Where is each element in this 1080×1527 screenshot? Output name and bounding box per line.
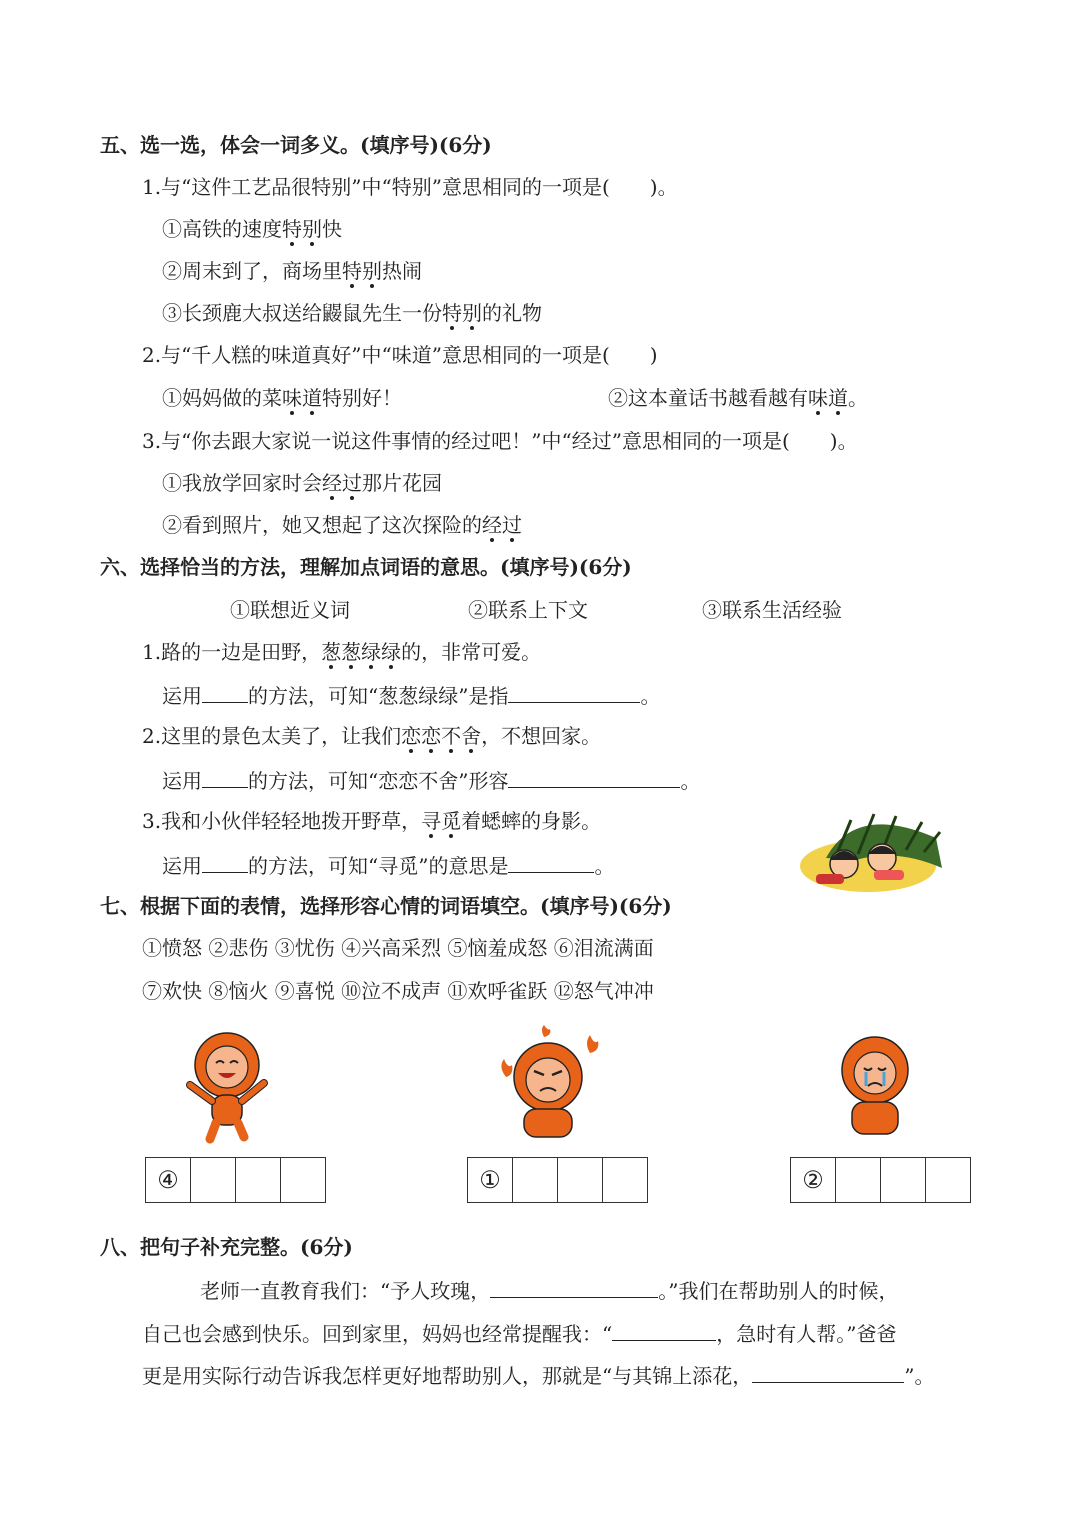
answer-cell[interactable] [925,1157,971,1203]
s5-question-3: 3.与“你去跟大家说一说这件事情的经过吧！”中“经过”意思相同的一项是( )。 [142,429,858,453]
dotted-word [421,809,461,833]
text: 1.路的一边是田野， [142,640,322,664]
text: 。”我们在帮助别人的时候， [658,1279,899,1303]
dotted-char: 道 [302,386,322,410]
s6-question-3 [142,807,601,835]
s6-answer-3 [162,850,614,880]
section-7-title: 七、根据下面的表情，选择形容心情的词语填空。(填序号)(6分) [100,894,672,918]
dotted-char: 经 [322,471,342,495]
fill-blank-1[interactable] [490,1275,658,1298]
text: 2.这里的景色太美了，让我们 [142,724,402,748]
s8-paragraph-line-1 [200,1275,898,1305]
s8-paragraph-line-2 [142,1318,896,1348]
answer-cell-filled: ④ [145,1157,190,1203]
dotted-char: 绿 [361,640,382,664]
angry-lion-icon [488,1025,608,1140]
dotted-char: 葱 [341,640,362,664]
dotted-word [321,640,401,664]
text: 。 [680,769,701,793]
text: 热闹 [382,259,422,283]
section-8-title: 八、把句子补充完整。(6分) [100,1235,353,1259]
dotted-word [342,259,382,283]
dotted-char: 绿 [381,640,402,664]
text: 。 [594,854,615,878]
text: 老师一直教育我们：“予人玫瑰， [200,1279,491,1303]
s8-paragraph-line-3 [142,1360,934,1390]
text: ①妈妈做的菜 [162,386,282,410]
crying-lion-icon [830,1030,920,1138]
dotted-char: 舍 [461,724,482,748]
answer-cell-filled: ① [467,1157,512,1203]
answer-cell-filled: ② [790,1157,835,1203]
dotted-word [282,386,322,410]
text: 。 [848,386,868,410]
dotted-char: 不 [441,724,462,748]
s7-word-list-row-2: ⑦欢快 ⑧恼火 ⑨喜悦 ⑩泣不成声 ⑪欢呼雀跃 ⑫怒气冲冲 [142,979,654,1003]
text: 特别好！ [322,386,402,410]
text: 自己也会感到快乐。回到家里，妈妈也经常提醒我：“ [142,1322,613,1346]
dotted-char: 过 [502,513,522,537]
s6-question-2 [142,722,601,750]
answer-cell[interactable] [557,1157,602,1203]
s6-method-1: ①联想近义词 [230,598,350,622]
dotted-word [482,513,522,537]
s5-q3-option-2 [162,511,522,539]
dotted-word [442,301,482,325]
dotted-char: 别 [302,217,322,241]
text: 更是用实际行动告诉我怎样更好地帮助别人，那就是“与其锦上添花， [142,1364,753,1388]
fill-blank-3[interactable] [752,1360,904,1383]
method-blank[interactable] [202,680,248,703]
answer-box-happy [145,1157,326,1203]
dotted-char: 特 [342,259,362,283]
text: ②周末到了，商场里 [162,259,342,283]
text: 的方法，可知“寻觅”的意思是 [248,854,509,878]
answer-cell[interactable] [512,1157,557,1203]
s5-q1-option-2 [162,257,422,285]
text: ③长颈鹿大叔送给鼹鼠先生一份 [162,301,442,325]
text: 着蟋蟀的身影。 [461,809,602,833]
text: 快 [322,217,342,241]
text: ，不想回家。 [481,724,602,748]
section-6-title: 六、选择恰当的方法，理解加点词语的意思。(填序号)(6分) [100,555,632,579]
dotted-char: 寻 [421,809,442,833]
dotted-word [808,386,848,410]
meaning-blank[interactable] [508,680,640,703]
text: ①我放学回家时会 [162,471,322,495]
answer-cell[interactable] [235,1157,280,1203]
text: 的方法，可知“葱葱绿绿”是指 [248,684,509,708]
s5-q2-option-1 [162,384,402,412]
dotted-char: 恋 [421,724,442,748]
dotted-word [282,217,322,241]
answer-cell[interactable] [280,1157,326,1203]
s6-method-3: ③联系生活经验 [702,598,842,622]
answer-cell[interactable] [602,1157,648,1203]
text: 的，非常可爱。 [401,640,542,664]
answer-box-angry [467,1157,648,1203]
s5-question-1: 1.与“这件工艺品很特别”中“特别”意思相同的一项是( )。 [142,175,678,199]
answer-box-crying [790,1157,971,1203]
text: ”。 [904,1364,935,1388]
dotted-word [322,471,362,495]
dotted-char: 经 [482,513,502,537]
happy-lion-icon [180,1025,274,1145]
answer-cell[interactable] [835,1157,880,1203]
s6-answer-1 [162,680,660,710]
s5-question-2: 2.与“千人糕的味道真好”中“味道”意思相同的一项是( ) [142,343,658,367]
dotted-char: 味 [282,386,302,410]
text: ，急时有人帮。”爸爸 [716,1322,897,1346]
dotted-char: 别 [362,259,382,283]
answer-cell[interactable] [190,1157,235,1203]
method-blank[interactable] [202,765,248,788]
s7-word-list-row-1: ①愤怒 ②悲伤 ③忧伤 ④兴高采烈 ⑤恼羞成怒 ⑥泪流满面 [142,936,654,960]
s6-answer-2 [162,765,700,795]
section-5-title: 五、选一选，体会一词多义。(填序号)(6分) [100,133,492,157]
dotted-char: 特 [442,301,462,325]
dotted-char: 别 [462,301,482,325]
meaning-blank[interactable] [508,765,680,788]
text: ②这本童话书越看越有 [608,386,808,410]
text: 的礼物 [482,301,542,325]
s5-q2-option-2 [608,384,868,412]
meaning-blank[interactable] [508,850,594,873]
dotted-char: 过 [342,471,362,495]
dotted-char: 恋 [401,724,422,748]
s6-question-1 [142,638,541,666]
s6-method-2: ②联系上下文 [468,598,588,622]
dotted-char: 特 [282,217,302,241]
text: ①高铁的速度 [162,217,282,241]
text: 那片花园 [362,471,442,495]
s5-q3-option-1 [162,469,442,497]
fill-blank-2[interactable] [612,1318,716,1341]
dotted-char: 觅 [441,809,462,833]
text: 运用 [162,854,202,878]
dotted-char: 味 [808,386,828,410]
text: 运用 [162,769,202,793]
text: 。 [640,684,661,708]
answer-cell[interactable] [880,1157,925,1203]
dotted-char: 道 [828,386,848,410]
text: 的方法，可知“恋恋不舍”形容 [248,769,509,793]
children-in-grass-illustration [796,808,946,894]
s5-q1-option-1 [162,215,342,243]
method-blank[interactable] [202,850,248,873]
s5-q1-option-3 [162,299,542,327]
text: 运用 [162,684,202,708]
dotted-word [401,724,481,748]
text: 3.我和小伙伴轻轻地拨开野草， [142,809,422,833]
dotted-char: 葱 [321,640,342,664]
text: ②看到照片，她又想起了这次探险的 [162,513,482,537]
